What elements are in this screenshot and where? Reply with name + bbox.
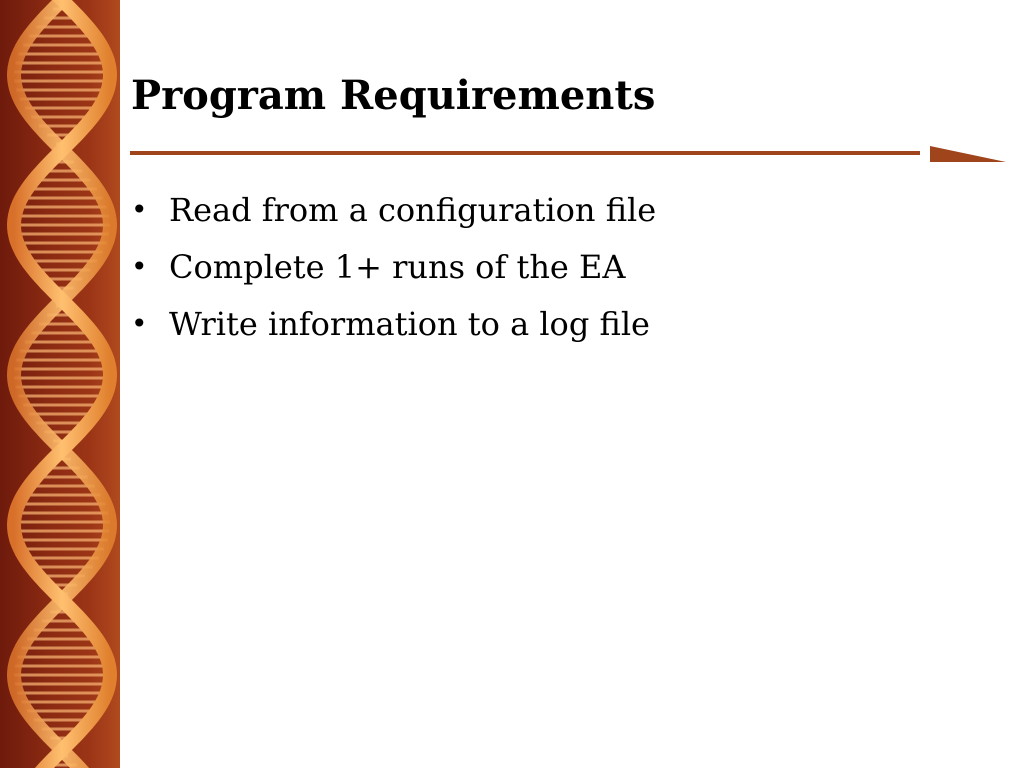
bullet-icon: • bbox=[131, 250, 148, 283]
title-divider bbox=[0, 0, 1024, 170]
slide-title: Program Requirements bbox=[131, 72, 656, 119]
bullet-text: Read from a configuration file bbox=[169, 191, 657, 229]
divider-line bbox=[130, 151, 920, 155]
bullet-icon: • bbox=[131, 193, 148, 226]
bullet-icon: • bbox=[131, 307, 148, 340]
bullet-item bbox=[131, 188, 656, 245]
bullet-item bbox=[131, 302, 656, 359]
bullet-list bbox=[131, 188, 656, 359]
arrow-head-icon bbox=[930, 146, 1006, 162]
bullet-text: Write information to a log file bbox=[169, 305, 650, 343]
bullet-text: Complete 1+ runs of the EA bbox=[169, 248, 626, 286]
bullet-item bbox=[131, 245, 656, 302]
